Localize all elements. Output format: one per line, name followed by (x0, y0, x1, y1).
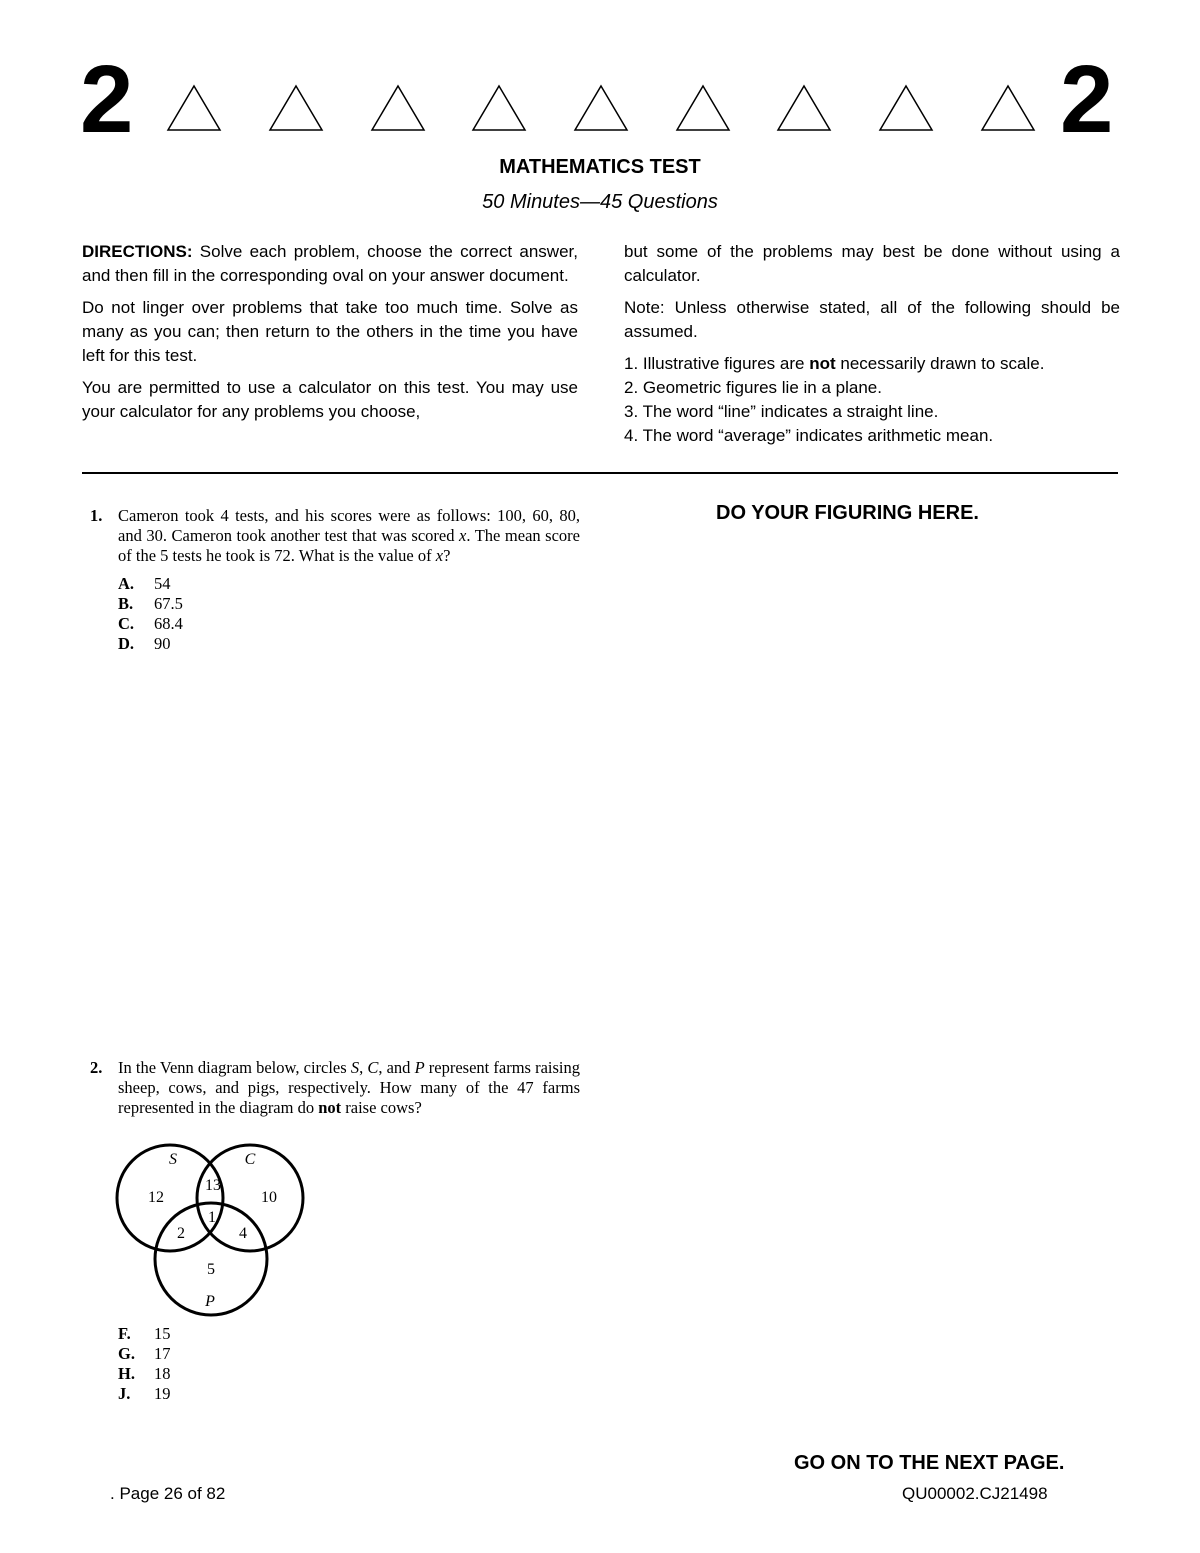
directions-left-column (82, 240, 578, 432)
answer-choice[interactable]: D. 90 (118, 634, 171, 653)
answer-choice[interactable]: J. 19 (118, 1384, 171, 1403)
answer-choice[interactable]: F. 15 (118, 1324, 171, 1343)
answer-choice[interactable]: B. 67.5 (118, 594, 183, 613)
question-1 (90, 506, 580, 654)
triangle-icon (268, 84, 324, 132)
answer-choice[interactable]: H. 18 (118, 1364, 171, 1383)
assumption-item: 2. Geometric figures lie in a plane. (624, 378, 882, 397)
directions-right-column (624, 240, 1120, 448)
directions-label: DIRECTIONS: (82, 242, 193, 261)
document-code: QU00002.CJ21498 (902, 1484, 1048, 1503)
directions-paragraph-1 (82, 240, 578, 288)
section-number-left: 2 (80, 46, 134, 153)
page-number: . Page 26 of 82 (110, 1484, 226, 1503)
venn-region-s-and-p: 2 (177, 1225, 185, 1242)
section-divider (82, 472, 1118, 474)
directions-paragraph-2: Do not linger over problems that take too much time. Solve as many as you can; then return to the others in the time you have left for this test. (82, 298, 578, 365)
answer-choice[interactable]: C. 68.4 (118, 614, 183, 633)
question-number: 2. (90, 1058, 103, 1077)
directions-text: Solve each problem, choose the correct answer, and then fill in the corresponding oval on your answer document. (82, 242, 578, 285)
assumption-item: 3. The word “line” indicates a straight line. (624, 402, 939, 421)
figuring-label: DO YOUR FIGURING HERE. (716, 502, 979, 524)
question-number: 1. (90, 506, 103, 525)
question-text: Cameron took 4 tests, and his scores were as follows: 100, 60, 80, and 30. Cameron took another test that was scored x. The mean score of the 5 tests he took is 72. What is the value of x? (118, 506, 580, 565)
assumption-item: 1. Illustrative figures are not necessarily drawn to scale. (624, 354, 1045, 373)
triangle-icon (675, 84, 731, 132)
answer-choices (118, 1324, 580, 1404)
venn-region-c-and-p: 4 (239, 1225, 247, 1242)
venn-region-only-c: 10 (261, 1189, 277, 1206)
triangle-icon (370, 84, 426, 132)
answer-choices (118, 574, 580, 654)
triangle-icon (980, 84, 1036, 132)
triangle-icon (573, 84, 629, 132)
question-2-choices (90, 1318, 580, 1404)
venn-label-p: P (205, 1293, 215, 1310)
directions-paragraph-4: but some of the problems may best be done without using a calculator. (624, 242, 1120, 285)
venn-region-only-p: 5 (207, 1261, 215, 1278)
page-subtitle: 50 Minutes—45 Questions (482, 191, 718, 213)
triangle-icon (166, 84, 222, 132)
venn-label-c: C (244, 1151, 256, 1168)
directions-note: Note: Unless otherwise stated, all of the following should be assumed. (624, 298, 1120, 341)
triangle-icon (471, 84, 527, 132)
answer-choice[interactable]: G. 17 (118, 1344, 171, 1363)
page-title: MATHEMATICS TEST (499, 156, 701, 178)
venn-label-s: S (169, 1151, 177, 1168)
venn-region-all-three: 1 (208, 1209, 216, 1226)
venn-diagram (110, 1140, 320, 1320)
answer-choice[interactable]: A. 54 (118, 574, 171, 593)
next-page-label: GO ON TO THE NEXT PAGE. (794, 1452, 1065, 1474)
triangle-icon (878, 84, 934, 132)
venn-region-s-and-c: 13 (205, 1177, 221, 1194)
directions-paragraph-3: You are permitted to use a calculator on this test. You may use your calculator for any problems you choose, (82, 378, 578, 421)
assumption-item: 4. The word “average” indicates arithmetic mean. (624, 426, 994, 445)
question-2 (90, 1058, 580, 1118)
assumptions-list (624, 352, 1120, 448)
question-text: In the Venn diagram below, circles S, C, and P represent farms raising sheep, cows, and pigs, respectively. How many of the 47 farms represented in the diagram do not raise cows? (118, 1058, 580, 1117)
section-number-right: 2 (1060, 46, 1114, 153)
triangle-icon (776, 84, 832, 132)
venn-region-only-s: 12 (148, 1189, 164, 1206)
